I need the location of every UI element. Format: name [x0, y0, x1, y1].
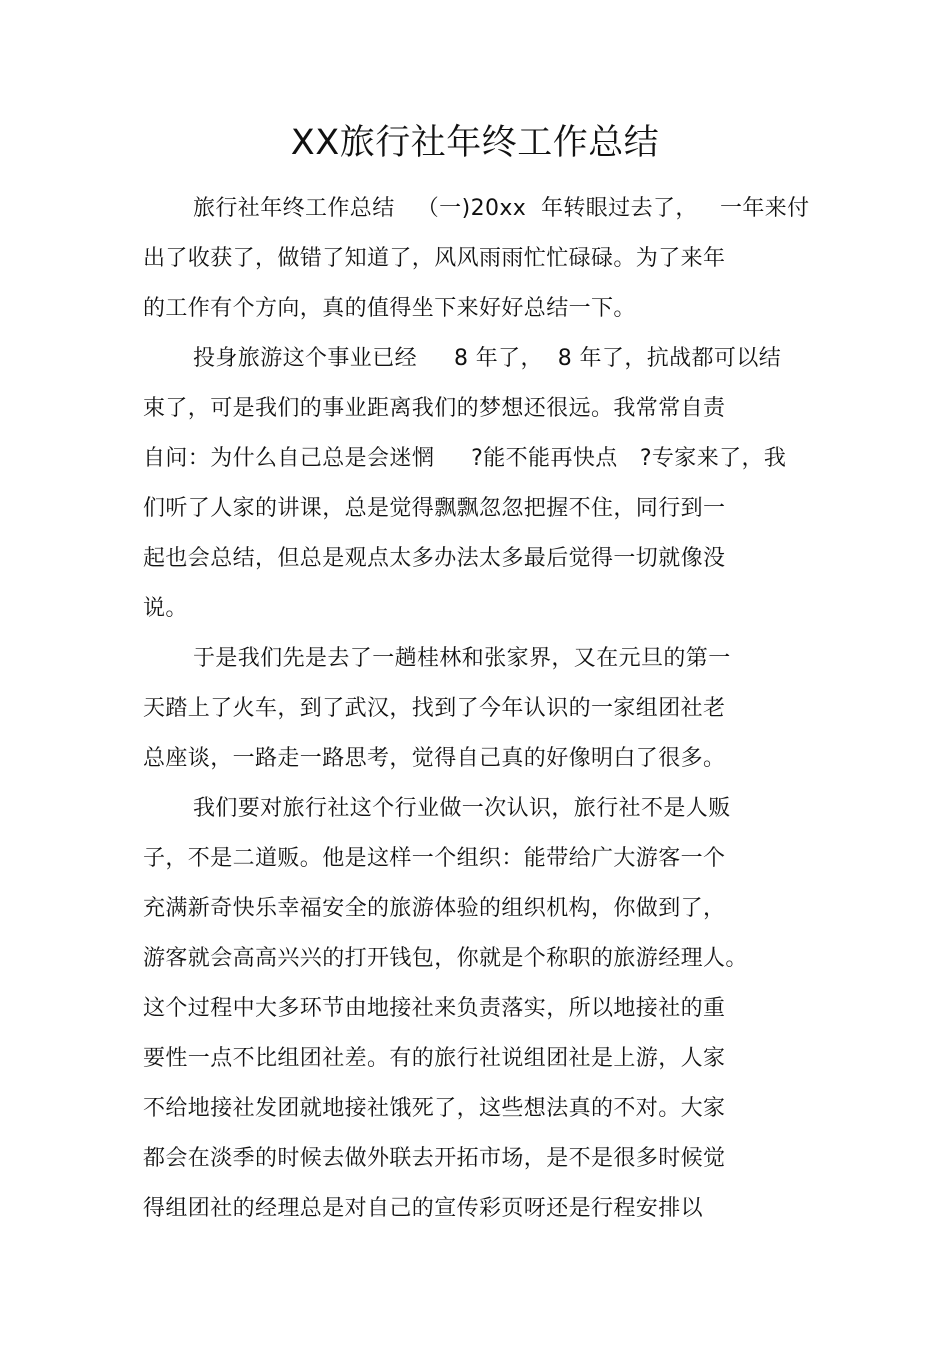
- paragraph-line: 不给地接社发团就地接社饿死了，这些想法真的不对。大家: [143, 1096, 726, 1121]
- paragraph-line: 束了，可是我们的事业距离我们的梦想还很远。我常常自责: [143, 396, 726, 421]
- paragraph-line: 旅行社年终工作总结 （一)20xx 年转眼过去了， 一年来付: [193, 196, 810, 221]
- paragraph-line: 天踏上了火车，到了武汉，找到了今年认识的一家组团社老: [143, 696, 726, 721]
- paragraph-line: 起也会总结，但总是观点太多办法太多最后觉得一切就像没: [143, 546, 726, 571]
- paragraph-line: 于是我们先是去了一趟桂林和张家界，又在元旦的第一: [193, 646, 731, 671]
- paragraph-line: 投身旅游这个事业已经 8 年了， 8 年了，抗战都可以结: [193, 346, 782, 371]
- paragraph-line: 总座谈，一路走一路思考，觉得自己真的好像明白了很多。: [143, 746, 726, 771]
- paragraph-line: 游客就会高高兴兴的打开钱包，你就是个称职的旅游经理人。: [143, 946, 748, 971]
- paragraph-line: 说。: [143, 596, 188, 621]
- paragraph-line: 出了收获了，做错了知道了，风风雨雨忙忙碌碌。为了来年: [143, 246, 726, 271]
- paragraph-line: 子，不是二道贩。他是这样一个组织：能带给广大游客一个: [143, 846, 726, 871]
- paragraph-line: 充满新奇快乐幸福安全的旅游体验的组织机构，你做到了，: [143, 896, 726, 921]
- paragraph-line: 得组团社的经理总是对自己的宣传彩页呀还是行程安排以: [143, 1196, 704, 1221]
- paragraph-line: 的工作有个方向，真的值得坐下来好好总结一下。: [143, 296, 636, 321]
- paragraph-line: 这个过程中大多环节由地接社来负责落实，所以地接社的重: [143, 996, 726, 1021]
- paragraph-line: 们听了人家的讲课，总是觉得飘飘忽忽把握不住，同行到一: [143, 496, 726, 521]
- document-title: XX旅行社年终工作总结: [290, 123, 660, 163]
- paragraph-line: 要性一点不比组团社差。有的旅行社说组团社是上游，人家: [143, 1046, 726, 1071]
- paragraph-line: 都会在淡季的时候去做外联去开拓市场，是不是很多时候觉: [143, 1146, 726, 1171]
- paragraph-line: 自问：为什么自己总是会迷惘 ?能不能再快点 ?专家来了，我: [143, 446, 787, 471]
- paragraph-line: 我们要对旅行社这个行业做一次认识，旅行社不是人贩: [193, 796, 731, 821]
